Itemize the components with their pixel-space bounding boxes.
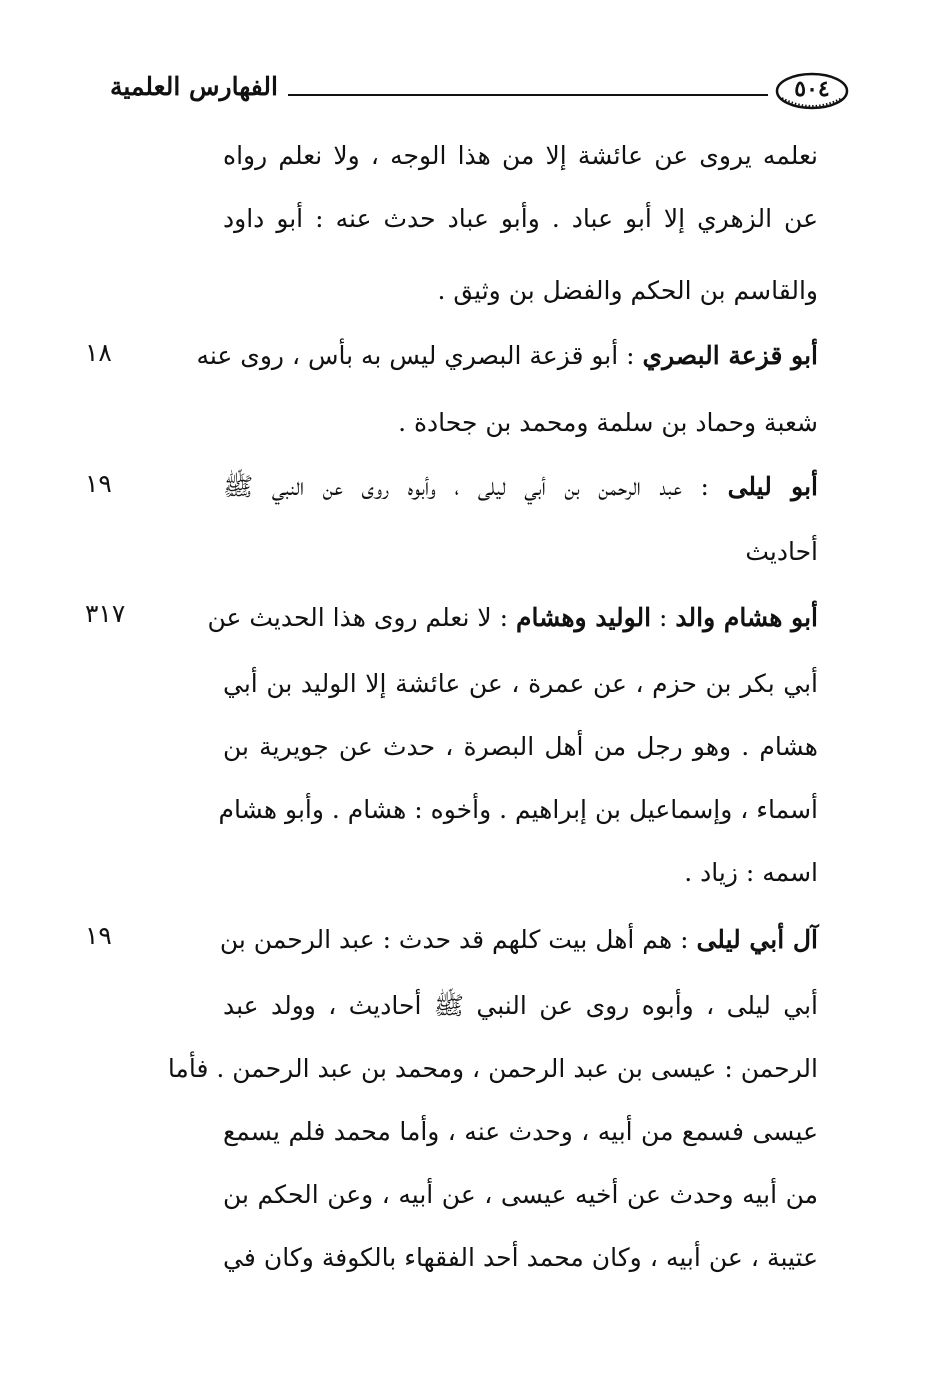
text-line: عتيبة ، عن أبيه ، وكان محمد أحد الفقهاء بالكوفة وكان في: [223, 1243, 818, 1272]
text-line: أحاديث: [745, 537, 818, 566]
entry-heading: أبو ليلى: [727, 472, 818, 501]
text-line: الرحمن : عيسى بن عبد الرحمن ، ومحمد بن عبد الرحمن . فأما: [167, 1054, 818, 1083]
text-line: نعلمه يروى عن عائشة إلا من هذا الوجه ، ولا نعلم رواه: [223, 141, 818, 170]
text-line: أبي ليلى ، وأبوه روى عن النبي ﷺ أحاديث ، وولد عبد: [223, 991, 818, 1020]
page-number-ornament: [774, 70, 850, 112]
entry-heading: أبو قزعة البصري: [642, 341, 818, 370]
index-entry-line: [196, 336, 818, 376]
reference-number: ١٩: [85, 921, 112, 950]
reference-number: ١٩: [85, 469, 112, 498]
text-line: أبي بكر بن حزم ، عن عمرة ، عن عائشة إلا الوليد بن أبي: [223, 669, 818, 698]
entry-heading: آل أبي ليلى: [696, 925, 818, 954]
text-line: هشام . وهو رجل من أهل البصرة ، حدث عن جويرية بن: [223, 732, 818, 761]
entry-text: : عبد الرحمن بن أبي ليلى ، وأبوه روى عن النبي ﷺ: [223, 472, 709, 501]
reference-number: ٣١٧: [85, 599, 126, 628]
text-line: اسمه : زياد .: [684, 858, 818, 887]
text-line: عيسى فسمع من أبيه ، وحدث عنه ، وأما محمد فلم يسمع: [223, 1117, 818, 1146]
entry-heading: أبو هشام والد: [675, 603, 818, 632]
entry-text: : هم أهل بيت كلهم قد حدث : عبد الرحمن بن: [219, 925, 689, 954]
entry-heading-secondary: الوليد وهشام: [515, 603, 652, 632]
text-line: والقاسم بن الحكم والفضل بن وثيق .: [437, 276, 818, 305]
index-entry-line: [223, 467, 818, 507]
text-line: عن الزهري إلا أبو عباد . وأبو عباد حدث عنه : أبو داود: [223, 204, 818, 233]
page-number: ٥٠٤: [794, 76, 830, 102]
text-line: أسماء ، وإسماعيل بن إبراهيم . وأخوه : هشام . وأبو هشام: [218, 795, 818, 824]
header-title: الفهارس العلمية: [110, 72, 278, 101]
index-entry-line: [219, 920, 818, 960]
reference-number: ١٨: [85, 338, 112, 367]
running-header: [110, 66, 850, 118]
entry-text: : أبو قزعة البصري ليس به بأس ، روى عنه: [196, 341, 635, 370]
text-line: شعبة وحماد بن سلمة ومحمد بن جحادة .: [398, 408, 818, 437]
entry-text: : لا نعلم روى هذا الحديث عن: [207, 603, 509, 632]
header-rule: [288, 94, 768, 96]
index-entry-line: أبو هشام والد : الوليد وهشام : لا نعلم روى هذا الحديث عن: [207, 603, 818, 632]
text-line: من أبيه وحدث عن أخيه عيسى ، عن أبيه ، وعن الحكم بن: [223, 1180, 818, 1209]
